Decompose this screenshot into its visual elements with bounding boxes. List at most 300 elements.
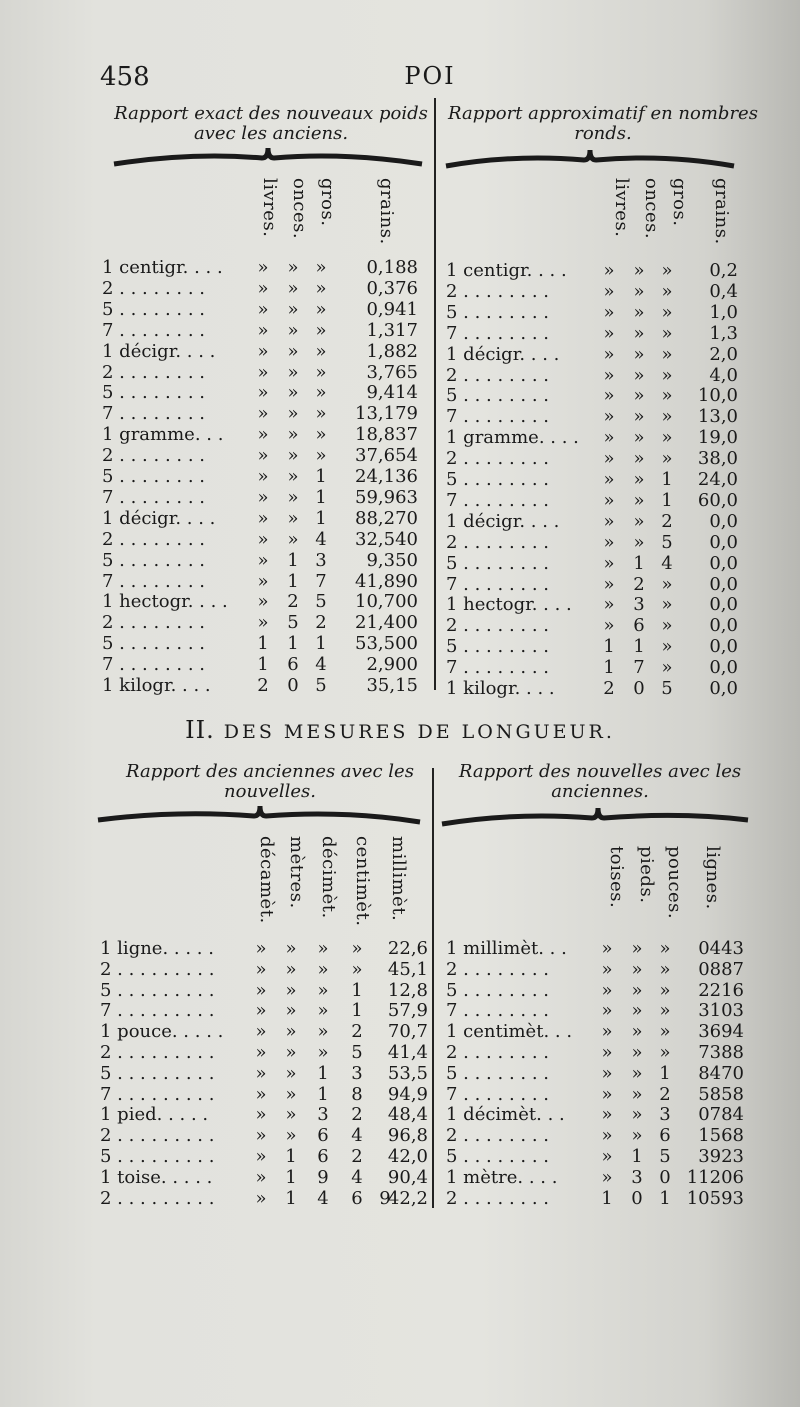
table-cell: » [603,385,615,407]
table-cell: » [601,1104,613,1126]
weights-right-caption: Rapport approximatif en nombres ronds. [448,103,758,144]
table-cell: 1 [601,1187,613,1209]
table-cell: » [631,1021,643,1043]
table-cell: » [633,364,645,386]
table-cell: 3 [633,594,645,616]
row-label: 7 . . . . . . . . . [100,1000,215,1022]
value-cell: 0,0 [709,678,738,699]
value-cell: 0,4 [709,280,738,302]
table-cell: » [315,361,327,383]
table-cell: » [287,528,299,550]
row-label: 5 . . . . . . . . [446,979,549,1001]
header-decimet: décimèt. [318,836,339,919]
value-cell: 0443 [698,938,744,959]
table-cell: » [603,510,615,532]
table-cell: » [603,448,615,470]
row-label: 2 . . . . . . . . [446,364,549,386]
table-cell: » [601,979,613,1001]
value-cell: 0,0 [709,636,738,658]
column-divider [432,768,434,1208]
table-row [446,323,742,344]
table-cell: » [287,382,299,404]
table-cell: 0 [633,678,645,699]
table-cell: » [659,958,671,980]
table-cell: 1 [287,570,299,592]
table-cell: » [603,594,615,616]
value-cell: 8470 [698,1062,744,1084]
value-cell: 1,317 [366,319,418,341]
row-label: 1 ligne. . . . . [100,938,214,959]
lengths-left-caption: Rapport des anciennes avec les nouvelles. [126,761,414,802]
row-label: 5 . . . . . . . . [102,466,205,487]
value-cell: 53,500 [355,633,418,655]
table-cell: 1 [659,1187,671,1209]
table-cell: » [633,301,645,323]
value-cell: 10,0 [697,385,738,407]
table-cell: » [257,549,269,571]
table-cell: » [631,1042,643,1063]
table-cell: » [661,343,673,365]
table-cell: 1 [659,1062,671,1084]
table-row [446,1021,746,1042]
value-cell: 0,188 [366,257,418,278]
table-cell: » [633,280,645,302]
table-cell: » [255,1104,267,1126]
table-row [102,508,428,529]
table-cell: » [287,319,299,341]
table-cell: » [661,322,673,344]
table-cell: 6 [351,1187,363,1209]
value-cell: 41,890 [355,570,418,592]
table-row [446,427,742,448]
table-cell: » [257,319,269,341]
weights-left-caption: Rapport exact des nouveaux poids avec les anciens. [114,103,428,144]
row-label: 1 gramme. . . [102,424,224,446]
table-cell: » [659,1021,671,1043]
table-cell: 1 [603,636,615,658]
value-cell: 0,941 [366,298,418,320]
row-label: 2 . . . . . . . . [446,1187,549,1209]
table-cell: » [659,1000,671,1022]
table-cell: 2 [633,573,645,595]
section-heading [0,716,800,744]
value-cell: 3694 [698,1021,744,1043]
section-title: DES MESURES DE LONGUEUR. [223,721,615,743]
table-row [446,365,742,386]
row-label: 2 . . . . . . . . [446,280,549,302]
table-row [102,382,428,403]
table-cell: » [661,301,673,323]
value-cell: 0,0 [709,573,738,595]
brace-rule [96,804,422,832]
table-cell: » [633,510,645,532]
table-cell: » [603,322,615,344]
table-cell: » [315,403,327,425]
table-cell: 1 [351,979,363,1001]
table-cell: 1 [661,469,673,490]
table-row [446,469,742,490]
table-cell: » [603,615,615,637]
table-cell: 2 [287,591,299,613]
table-row [446,553,742,574]
header-gros: gros. [669,178,690,227]
table-cell: » [317,979,329,1001]
table-cell: » [601,1083,613,1105]
table-row [102,571,428,592]
running-head: POI [404,62,456,90]
table-row [100,959,430,980]
table-cell: » [603,489,615,511]
table-cell: » [631,1000,643,1022]
value-cell: 45,1 [387,958,428,980]
table-cell: 1 [315,633,327,655]
table-cell: » [661,280,673,302]
table-cell: » [257,612,269,634]
page-number: 458 [100,62,150,92]
table-cell: 9 [317,1166,329,1188]
table-row [446,281,742,302]
row-label: 1 décigr. . . . [102,340,216,362]
table-cell: » [287,277,299,299]
value-cell: 90,4 [387,1166,428,1188]
table-cell: » [255,1083,267,1105]
table-cell: » [315,382,327,404]
table-cell: » [287,466,299,487]
table-row [446,385,742,406]
header-livres: livres. [611,178,632,238]
table-row [446,980,746,1001]
row-label: 7 . . . . . . . . [102,570,205,592]
table-cell: 1 [287,633,299,655]
table-cell: » [287,340,299,362]
table-cell: 1 [633,636,645,658]
table-cell: » [631,958,643,980]
row-label: 1 hectogr. . . . [446,594,572,616]
value-cell: 4,0 [709,364,738,386]
row-label: 2 . . . . . . . . [446,1042,549,1063]
row-label: 1 kilogr. . . . [102,675,211,696]
row-label: 1 décigr. . . . [102,507,216,529]
table-cell: » [257,361,269,383]
table-row [100,1021,430,1042]
value-cell: 70,7 [387,1021,428,1043]
value-cell: 0,0 [709,657,738,679]
table-cell: 4 [315,654,327,676]
table-cell: 1 [351,1000,363,1022]
table-cell: 5 [315,591,327,613]
table-cell: 6 [633,615,645,637]
header-toises: toises. [606,846,627,909]
table-cell: 4 [661,552,673,574]
value-cell: 2216 [698,979,744,1001]
table-row [100,1042,430,1063]
table-cell: 4 [351,1125,363,1147]
row-label: 5 . . . . . . . . [446,301,549,323]
table-cell: 3 [631,1166,643,1188]
table-cell: 5 [315,675,327,696]
value-cell: 60,0 [697,489,738,511]
value-cell: 9,350 [366,549,418,571]
table-cell: 6 [317,1125,329,1147]
table-cell: 5 [661,678,673,699]
table-row [100,1084,430,1105]
table-row [446,1000,746,1021]
table-row [446,260,742,281]
table-cell: » [255,1166,267,1188]
table-row [446,574,742,595]
table-cell: » [603,427,615,449]
value-cell: 22,6 [387,938,428,959]
value-cell: 24,0 [697,469,738,490]
table-cell: » [633,531,645,553]
table-row [100,1167,430,1188]
value-cell: 53,5 [387,1062,428,1084]
row-label: 1 pouce. . . . . [100,1021,224,1043]
row-label: 1 toise. . . . . [100,1166,213,1188]
section-number: II. [185,716,215,744]
row-label: 5 . . . . . . . . . [100,979,215,1001]
table-cell: » [257,591,269,613]
value-cell: 0,0 [709,531,738,553]
table-cell: » [255,1021,267,1043]
header-livres: livres. [259,178,280,238]
row-label: 1 mètre. . . . [446,1166,558,1188]
table-cell: 2 [603,678,615,699]
table-cell: » [633,260,645,281]
table-cell: » [631,938,643,959]
table-cell: » [603,364,615,386]
table-cell: » [315,340,327,362]
table-cell: » [661,364,673,386]
table-cell: 8 [351,1083,363,1105]
value-cell: 10593 [686,1187,744,1209]
header-grains: grains. [376,178,397,245]
table-row [102,257,428,278]
table-cell: » [315,424,327,446]
table-cell: » [255,1042,267,1063]
row-label: 5 . . . . . . . . [446,636,549,658]
table-cell: 0 [631,1187,643,1209]
header-centimet: centimèt. [352,836,373,927]
table-cell: » [257,445,269,467]
value-cell: 0,0 [709,615,738,637]
table-cell: » [285,1062,297,1084]
table-cell: » [633,427,645,449]
row-label: 1 centimèt. . . [446,1021,573,1043]
table-cell: » [631,979,643,1001]
row-label: 7 . . . . . . . . [102,486,205,508]
table-cell: » [603,260,615,281]
table-cell: » [603,531,615,553]
table-cell: 6 [317,1146,329,1167]
value-cell: 1,882 [366,340,418,362]
table-cell: » [659,979,671,1001]
row-label: 5 . . . . . . . . . [100,1062,215,1084]
table-cell: » [315,445,327,467]
table-cell: » [287,298,299,320]
row-label: 2 . . . . . . . . [446,448,549,470]
table-cell: 1 [287,549,299,571]
table-cell: 2 [659,1083,671,1105]
table-cell: 1 [285,1187,297,1209]
row-label: 2 . . . . . . . . [446,531,549,553]
table-cell: 1 [317,1062,329,1084]
table-cell: » [601,1000,613,1022]
table-cell: » [661,260,673,281]
table-cell: » [633,385,645,407]
table-row [446,1042,746,1063]
header-pieds: pieds. [636,846,657,904]
table-row [102,466,428,487]
header-onces: onces. [289,178,310,240]
value-cell: 7388 [698,1042,744,1063]
table-row [100,1000,430,1021]
table-row [102,487,428,508]
table-cell: » [631,1104,643,1126]
table-row [100,938,430,959]
lengths-right-caption: Rapport des nouvelles avec les anciennes. [458,761,742,802]
table-row [446,344,742,365]
value-cell: 1,3 [709,322,738,344]
row-label: 7 . . . . . . . . [446,322,549,344]
value-cell: 32,540 [355,528,418,550]
table-row [446,302,742,323]
row-label: 2 . . . . . . . . [102,612,205,634]
row-label: 7 . . . . . . . . [446,1083,549,1105]
table-cell: 7 [315,570,327,592]
row-label: 2 . . . . . . . . [446,615,549,637]
row-label: 7 . . . . . . . . [102,319,205,341]
table-cell: 5 [661,531,673,553]
table-cell: » [601,1042,613,1063]
table-row [446,1125,746,1146]
row-label: 1 gramme. . . . [446,427,579,449]
value-cell: 59,963 [355,486,418,508]
row-label: 1 pied. . . . . [100,1104,209,1126]
value-cell: 3923 [698,1146,744,1167]
value-cell: 21,400 [355,612,418,634]
table-cell: » [633,448,645,470]
table-row [102,320,428,341]
row-label: 7 . . . . . . . . . [100,1083,215,1105]
row-label: 1 kilogr. . . . [446,678,555,699]
table-cell: » [603,552,615,574]
value-cell: 18,837 [355,424,418,446]
table-row [102,362,428,383]
table-row [102,403,428,424]
table-cell: » [661,573,673,595]
table-cell: » [351,938,363,959]
table-cell: 5 [287,612,299,634]
brace-rule [112,146,424,174]
row-label: 2 . . . . . . . . . [100,1187,215,1209]
table-cell: 5 [659,1146,671,1167]
table-row [100,1188,430,1209]
row-label: 5 . . . . . . . . [446,469,549,490]
row-label: 2 . . . . . . . . . [100,1042,215,1063]
table-cell: 4 [315,528,327,550]
table-cell: » [255,979,267,1001]
table-cell: » [287,403,299,425]
row-label: 2 . . . . . . . . [446,1125,549,1147]
table-cell: » [601,1021,613,1043]
table-cell: » [285,1125,297,1147]
table-cell: 1 [315,466,327,487]
row-label: 1 hectogr. . . . [102,591,228,613]
value-cell: 42,0 [387,1146,428,1167]
table-cell: » [351,958,363,980]
table-row [446,490,742,511]
value-cell: 0784 [698,1104,744,1126]
row-label: 5 . . . . . . . . [102,549,205,571]
table-row [102,612,428,633]
table-cell: 1 [285,1146,297,1167]
value-cell: 13,179 [355,403,418,425]
table-row [446,511,742,532]
table-cell: » [603,280,615,302]
value-cell: 2,900 [366,654,418,676]
table-cell: » [661,615,673,637]
table-cell: » [661,406,673,428]
table-cell: » [287,507,299,529]
table-cell: » [287,486,299,508]
row-label: 1 centigr. . . . [102,257,223,278]
table-cell: » [601,1166,613,1188]
table-cell: » [659,938,671,959]
table-row [102,299,428,320]
table-cell: » [257,528,269,550]
table-cell: » [661,636,673,658]
value-cell: 0,0 [709,594,738,616]
brace-rule [444,148,736,176]
row-label: 1 décigr. . . . [446,510,560,532]
value-cell: 5858 [698,1083,744,1105]
row-label: 2 . . . . . . . . [102,445,205,467]
value-cell: 9,414 [366,382,418,404]
table-cell: » [285,958,297,980]
table-cell: » [257,340,269,362]
row-label: 2 . . . . . . . . [102,277,205,299]
value-cell: 12,8 [387,979,428,1001]
table-cell: » [257,298,269,320]
table-cell: 1 [631,1146,643,1167]
table-cell: » [255,938,267,959]
table-row [446,938,746,959]
table-cell: » [601,1125,613,1147]
table-cell: » [287,424,299,446]
table-row [446,1188,746,1209]
table-cell: » [317,1000,329,1022]
table-cell: » [661,657,673,679]
table-cell: 0 [659,1166,671,1188]
row-label: 2 . . . . . . . . . [100,1125,215,1147]
table-cell: » [317,938,329,959]
table-row [446,594,742,615]
table-cell: 3 [315,549,327,571]
value-cell: 42,2 [387,1187,428,1209]
table-row [446,406,742,427]
table-cell: » [315,277,327,299]
table-cell: 3 [659,1104,671,1126]
value-cell: 10,700 [355,591,418,613]
table-cell: 7 [633,657,645,679]
table-cell: » [257,424,269,446]
table-cell: 1 [661,489,673,511]
table-cell: 2 [351,1104,363,1126]
table-row [446,657,742,678]
table-cell: » [601,958,613,980]
table-cell: 2 [351,1021,363,1043]
